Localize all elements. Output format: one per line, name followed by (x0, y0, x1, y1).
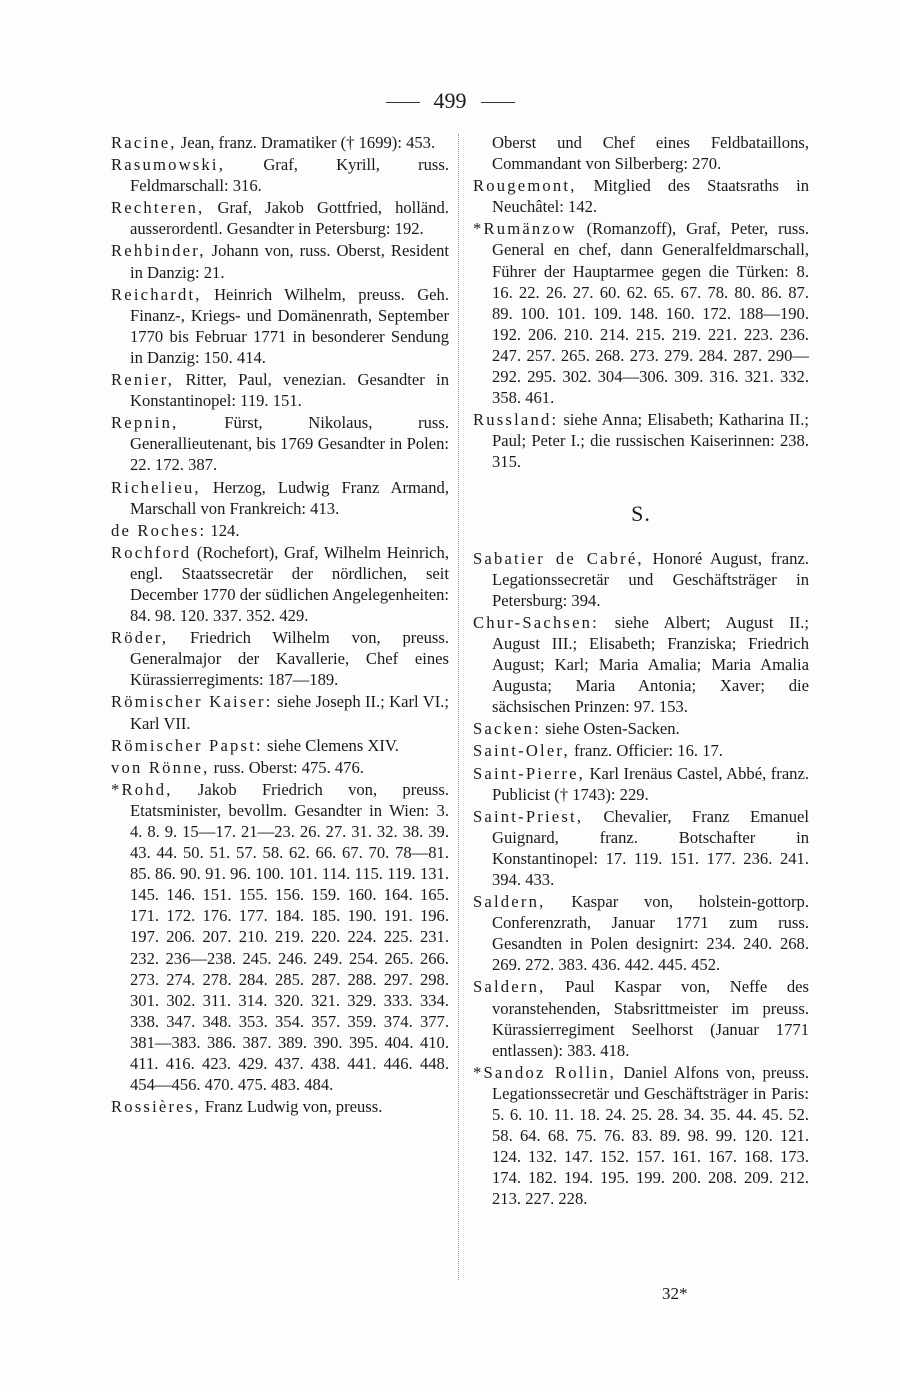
entry-name: Rochford (111, 542, 192, 562)
index-entry (111, 779, 449, 1095)
entry-text: siehe Clemens XIV. (262, 735, 399, 755)
index-entry (473, 976, 809, 1060)
entry-text: Ritter, Paul, venezian. Gesandter in Konstantinopel: 119. 151. (130, 370, 449, 411)
index-entry (473, 891, 809, 975)
index-entry (111, 132, 449, 153)
entry-text: Karl Irenäus Castel, Abbé, franz. Publicist († 1743): 229. (492, 763, 809, 804)
index-entry (111, 1096, 449, 1117)
section-letter-heading: S. (631, 500, 651, 526)
index-entry (473, 548, 809, 611)
entry-name: Saldern, (473, 892, 546, 912)
entry-name: Repnin, (111, 413, 179, 433)
index-entry (111, 627, 449, 690)
entry-name: Rossières, (111, 1097, 201, 1117)
entry-name: Saint-Oler, (473, 741, 570, 761)
index-entry (111, 735, 449, 756)
entry-name: Renier, (111, 370, 175, 390)
entry-name: Rehbinder, (111, 241, 206, 261)
entry-text: siehe Albert; August II.; August III.; Elisabeth; Franziska; Friedrich August; Karl; Maria Amalia; Maria Amalia Augusta; Maria Antonia; Xaver; die sächsischen Prinzen: 97. 153. (492, 612, 809, 717)
index-entry (473, 218, 809, 408)
entry-text: Jean, franz. Dramatiker († 1699): 453. (176, 133, 436, 152)
entry-text: Jakob Friedrich von, preuss. Etatsminister, bevollm. Gesandter in Wien: 3. 4. 8. 9. 15—17. 21—23. 26. 27. 31. 32. 38. 39. 43. 44. 50. 51. 57. 58. 62. 66. 67. 70. 78—81. 85. 86. 90. 91. 96. 100. 101. 114. 115. 119. 131. 145. 146. 151. 155. 156. 159. 160. 164. 165. 171. 172. 176. 177. 184. 185. 190. 191. 196. 197. 206. 207. 210. 219. 220. 224. 225. 231. 232. 236—238. 245. 246. 249. 254. 265. 266. 273. 274. 278. 284. 285. 287. 288. 297. 298. 301. 302. 311. 314. 320. 321. 329. 333. 334. 338. 347. 348. 353. 354. 357. 359. 374. 377. 381—383. 386. 387. 389. 390. 395. 404. 410. 411. 416. 423. 429. 437. 438. 441. 446. 448. 454—456. 470. 475. 483. 484. (130, 779, 449, 1095)
index-entry (473, 763, 809, 805)
entry-name: Saint-Pierre, (473, 763, 586, 783)
entry-name: *Rumänzow (473, 219, 577, 239)
right-column (473, 132, 809, 1211)
header-rule-left (386, 102, 420, 103)
entry-text: (Rochefort), Graf, Wilhelm Heinrich, engl. Staatssecretär der nördlichen, seit December 1770 der südlichen Angelegenheiten: 84. 98. 120. 337. 352. 429. (130, 542, 449, 626)
entry-text: Friedrich Wilhelm von, preuss. Generalmajor der Kavallerie, Chef eines Kürassierregiments: 187—189. (130, 628, 449, 690)
entry-text: Johann von, russ. Oberst, Resident in Danzig: 21. (130, 241, 449, 282)
entry-text: Kaspar von, holstein-gottorp. Conferenzrath, Januar 1771 zum russ. Gesandten in Polen designirt: 234. 240. 268. 269. 272. 383. 436. 442. 445. 452. (492, 892, 809, 975)
entry-text: Mitglied des Staatsraths in Neuchâtel: 142. (492, 176, 809, 217)
entry-name: Richelieu, (111, 477, 201, 497)
entry-name: Römischer Papst: (111, 735, 263, 755)
index-entry (111, 412, 449, 475)
entry-text: Paul Kaspar von, Neffe des voranstehenden, Stabsrittmeister im preuss. Kürassierregiment Seelhorst (Januar 1771 entlassen): 383. 418. (492, 977, 809, 1060)
entry-text: Franz Ludwig von, preuss. (200, 1097, 383, 1117)
entry-name: Reichardt, (111, 284, 202, 304)
index-entry (111, 757, 449, 778)
entry-name: Röder, (111, 628, 169, 648)
page-number: 499 (433, 88, 467, 113)
entry-text: Chevalier, Franz Emanuel Guignard, franz. Botschafter in Konstantinopel: 17. 119. 151. 177. 236. 241. 394. 433. (492, 806, 809, 889)
entry-name: de Roches: (111, 520, 207, 540)
entry-text: (Romanzoff), Graf, Peter, russ. General en chef, dann Generalfeldmarschall, Führer der Hauptarmee gegen die Türken: 8. 16. 22. 26. 27. 60. 62. 65. 67. 78. 80. 86. 87. 89. 100. 101. 109. 148. 160. 172. 188—190. 192. 206. 210. 214. 215. 219. 221. 223. 236. 247. 257. 265. 268. 273. 279. 284. 287. 290—292. 295. 302. 304—306. 309. 316. 321. 332. 358. 461. (492, 219, 809, 408)
entry-name: Rechteren, (111, 198, 205, 218)
index-entry (111, 520, 449, 541)
entry-name: Russland: (473, 410, 559, 430)
entry-text: 124. (206, 520, 240, 540)
entry-text: Herzog, Ludwig Franz Armand, Marschall von Frankreich: 413. (130, 477, 449, 518)
printer-signature-mark: 32* (662, 1284, 688, 1303)
entry-name: Rasumowski, (111, 155, 226, 175)
index-entry (473, 175, 809, 217)
index-entry (473, 1062, 809, 1210)
index-entry (111, 284, 449, 368)
entry-name: Römischer Kaiser: (111, 692, 273, 712)
index-entry (111, 542, 449, 626)
index-entry (473, 612, 809, 717)
index-entry (473, 409, 809, 472)
entry-text: Daniel Alfons von, preuss. Legationssecretär und Geschäftsträger in Paris: 5. 6. 10. 11. 18. 24. 25. 28. 34. 35. 44. 45. 52. 58. 64. 68. 75. 76. 83. 89. 98. 99. 120. 121. 124. 132. 147. 152. 157. 161. 167. 168. 173. 174. 182. 194. 195. 199. 200. 208. 209. 212. 213. 227. 228. (492, 1062, 809, 1209)
entry-name: *Sandoz Rollin, (473, 1062, 617, 1082)
entry-name: Rougemont, (473, 176, 577, 196)
index-entry (473, 806, 809, 890)
index-entry (111, 477, 449, 519)
right-column-r-entries (473, 132, 809, 473)
index-entry (473, 132, 809, 174)
entry-text: Heinrich Wilhelm, preuss. Geh. Finanz-, Kriegs- und Domänenrath, September 1770 bis Februar 1771 in besonderer Sendung in Danzig: 150. 414. (130, 284, 449, 367)
entry-name: Sacken: (473, 719, 541, 739)
left-column (111, 132, 449, 1118)
entry-name: von Rönne, (111, 757, 210, 777)
index-entry (473, 740, 809, 761)
entry-text: Fürst, Nikolaus, russ. Generallieutenant, bis 1769 Gesandter in Polen: 22. 172. 387. (130, 413, 449, 475)
entry-text: Graf, Jakob Gottfried, holländ. ausserordentl. Gesandter in Petersburg: 192. (130, 198, 449, 239)
entry-text: Honoré August, franz. Legationssecretär und Geschäftsträger in Petersburg: 394. (492, 548, 809, 610)
index-entry (111, 240, 449, 282)
index-entry (111, 154, 449, 196)
entry-name: Saldern, (473, 977, 546, 997)
entry-text: Oberst und Chef eines Feldbataillons, Commandant von Silberberg: 270. (492, 133, 809, 174)
column-divider (458, 134, 459, 1280)
entry-name: Chur-Sachsen: (473, 612, 599, 632)
header-rule-right (481, 102, 515, 103)
index-entry (111, 691, 449, 733)
entry-text: franz. Officier: 16. 17. (569, 741, 723, 761)
entry-text: russ. Oberst: 475. 476. (209, 757, 364, 777)
entry-name: Racine, (111, 133, 177, 152)
page-header (0, 88, 900, 114)
entry-text: siehe Anna; Elisabeth; Katharina II.; Paul; Peter I.; die russischen Kaiserinnen: 238. 315. (492, 410, 809, 472)
right-column-s-entries (473, 548, 809, 1210)
index-entry (473, 718, 809, 739)
index-entry (111, 369, 449, 411)
entry-text: siehe Osten-Sacken. (540, 719, 680, 739)
entry-text: siehe Joseph II.; Karl VI.; Karl VII. (130, 692, 449, 733)
entry-name: Sabatier de Cabré, (473, 548, 644, 568)
entry-text: Graf, Kyrill, russ. Feldmarschall: 316. (130, 155, 449, 196)
index-entry (111, 197, 449, 239)
entry-name: Saint-Priest, (473, 806, 584, 826)
entry-name: *Rohd, (111, 779, 173, 799)
